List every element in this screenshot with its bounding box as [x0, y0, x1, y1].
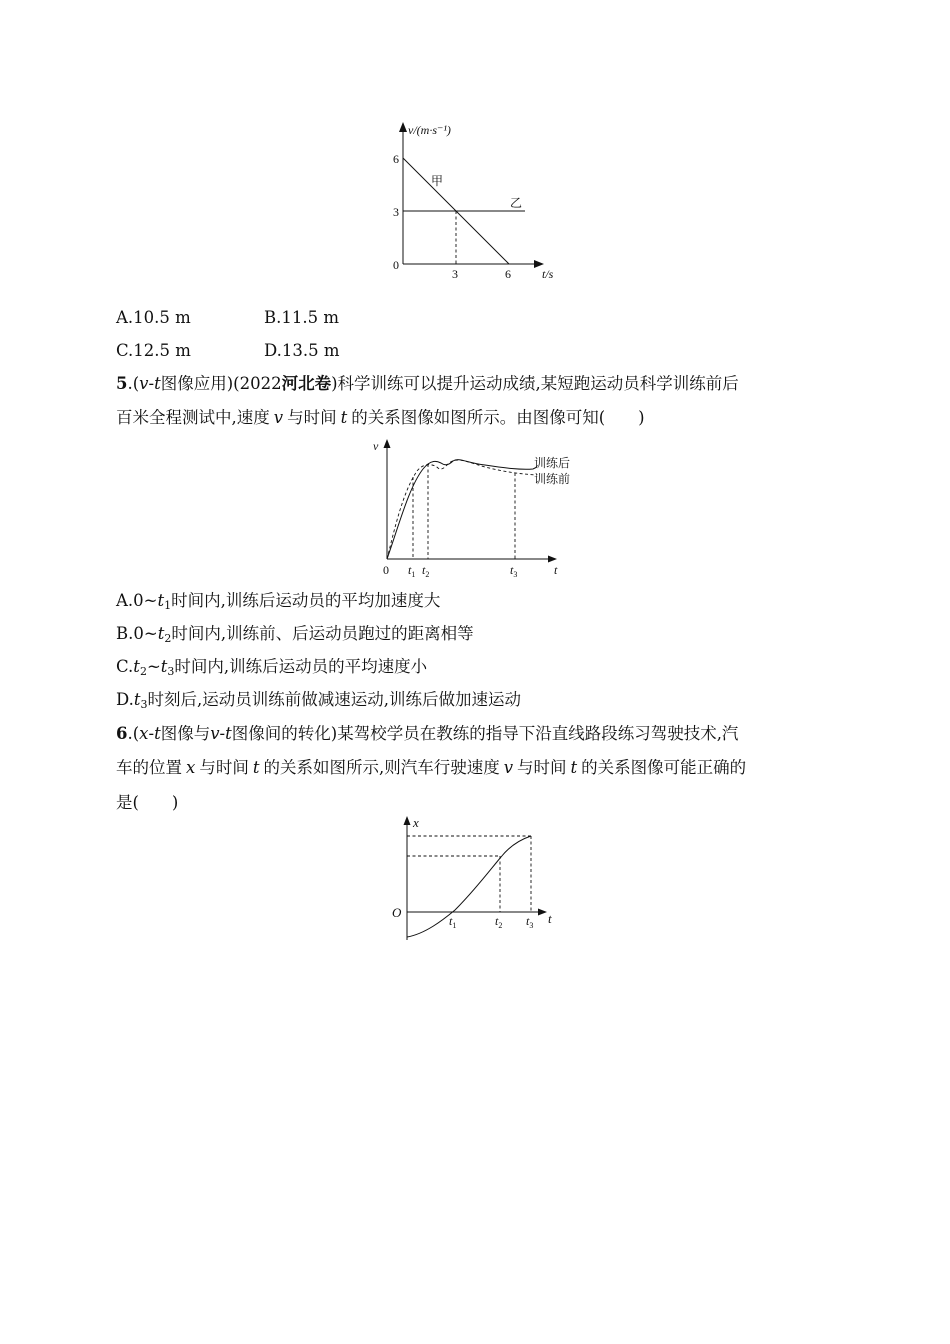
- fig2-curve-before: [387, 460, 537, 559]
- fig1-tick-y-3: 3: [393, 205, 399, 219]
- q5-option-c[interactable]: $C.t_2\sim t_3$时间内,训练后运动员的平均速度小: [116, 657, 428, 678]
- q4-option-c[interactable]: C.12.5 m: [116, 341, 191, 360]
- fig1-label-yi: 乙: [510, 196, 523, 210]
- q5-stem-line2: 百米全程测试中,速度 v 与时间 t 的关系图像如图所示。由图像可知( ): [116, 408, 645, 427]
- fig1-y-label: v/(m·s⁻¹): [408, 123, 451, 137]
- fig2-tick-t3: $t_3$: [510, 563, 518, 579]
- fig1-x-label: t/s: [542, 267, 554, 281]
- fig3-y-label: x: [413, 815, 419, 830]
- q6-stem-line1: 6.(x-t图像与v-t图像间的转化)某驾校学员在教练的指导下沿直线路段练习驾驶技术,汽: [116, 724, 739, 743]
- fig2-training-vt-graph: [365, 437, 595, 587]
- fig2-legend-after: 训练后: [534, 456, 571, 470]
- q6-stem-line2: 车的位置 x 与时间 t 的关系如图所示,则汽车行驶速度 v 与时间 t 的关系图像可能正确的: [116, 758, 747, 777]
- fig2-curve-after: [387, 460, 537, 559]
- fig1-origin: 0: [393, 258, 399, 272]
- fig3-y-arrow: [404, 816, 411, 825]
- fig2-x-label: t: [554, 563, 558, 577]
- fig2-tick-t2: $t_2$: [422, 563, 430, 579]
- fig3-x-label: t: [548, 911, 552, 926]
- q5-source: 河北卷: [281, 374, 332, 393]
- fig1-tick-x-3: 3: [452, 267, 458, 281]
- fig3-tick-t2: $t_2$: [495, 914, 503, 930]
- fig3-origin: O: [392, 905, 402, 920]
- fig3-curve-x: [407, 836, 534, 937]
- fig1-tick-y-6: 6: [393, 152, 399, 166]
- fig2-legend-before: 训练前: [534, 472, 571, 486]
- q6-number: 6: [116, 724, 128, 743]
- fig3-tick-t3: $t_3$: [526, 914, 534, 930]
- q5-option-b[interactable]: $B.0\sim t_2$时间内,训练前、后运动员跑过的距离相等: [116, 624, 474, 645]
- q5-number: 5: [116, 374, 128, 393]
- fig1-y-arrow: [399, 122, 407, 132]
- q5-option-a[interactable]: $A.0\sim t_1$时间内,训练后运动员的平均加速度大: [116, 591, 441, 612]
- fig2-y-label: v: [373, 439, 379, 453]
- fig1-label-jia: 甲: [431, 174, 444, 188]
- q4-option-b[interactable]: B.11.5 m: [264, 308, 339, 327]
- q4-option-d[interactable]: D.13.5 m: [264, 341, 340, 360]
- fig2-x-arrow: [548, 556, 557, 563]
- fig3-x-arrow: [538, 909, 547, 916]
- fig3-tick-t1: $t_1$: [449, 914, 457, 930]
- fig1-vt-graph: [380, 118, 580, 288]
- fig2-origin: 0: [383, 563, 389, 577]
- q5-option-d[interactable]: $D.t_3$时刻后,运动员训练前做减速运动,训练后做加速运动: [116, 690, 522, 711]
- fig3-xt-graph: [385, 812, 585, 952]
- q6-stem-line3: 是( ): [116, 793, 179, 812]
- fig2-tick-t1: $t_1$: [408, 563, 416, 579]
- fig2-y-arrow: [384, 439, 391, 448]
- fig1-tick-x-6: 6: [505, 267, 511, 281]
- q5-stem-line1: 5.(v-t图像应用)(2022河北卷)科学训练可以提升运动成绩,某短跑运动员科学训练前后: [116, 374, 739, 393]
- q4-option-a[interactable]: A.10.5 m: [116, 308, 191, 327]
